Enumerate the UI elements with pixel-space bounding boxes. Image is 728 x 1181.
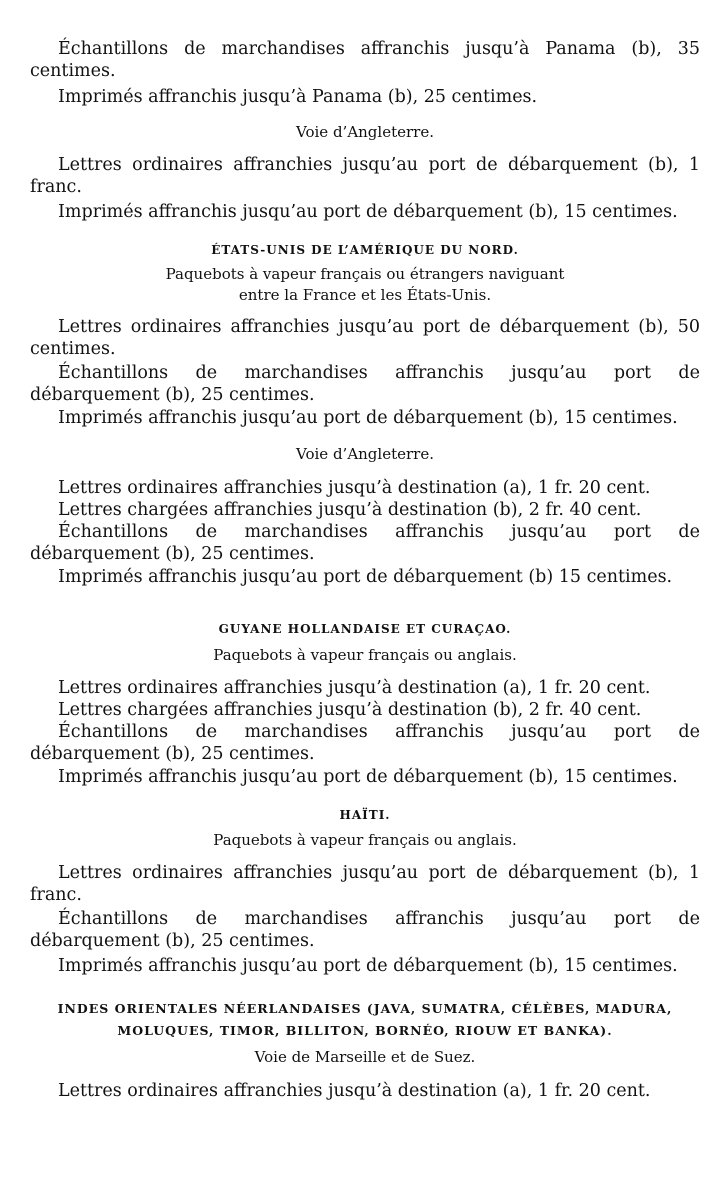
paragraph: Échantillons de marchandises affranchis jusqu’au port de débarquement (b), 25 centimes. — [30, 522, 700, 564]
paragraph: Imprimés affranchis jusqu’à Panama (b), 25 centimes. — [58, 87, 538, 107]
paragraph: Échantillons de marchandises affranchis jusqu’au port de débarquement (b), 25 centimes. — [30, 363, 700, 405]
paragraph: Lettres ordinaires affranchies jusqu’au port de débarquement (b), 1 franc. — [30, 863, 700, 905]
paragraph: Lettres ordinaires affranchies jusqu’au port de débarquement (b), 50 centimes. — [30, 317, 700, 359]
paragraph: Lettres chargées affranchies jusqu’à destination (b), 2 fr. 40 cent. — [58, 700, 642, 720]
paragraph: Échantillons de marchandises affranchis jusqu’au port de débarquement (b), 25 centimes. — [30, 722, 700, 764]
paragraph: Lettres chargées affranchies jusqu’à destination (b), 2 fr. 40 cent. — [58, 500, 642, 520]
paragraph: Imprimés affranchis jusqu’au port de débarquement (b) 15 centimes. — [58, 567, 673, 587]
paragraph: Lettres ordinaires affranchies jusqu’à destination (a), 1 fr. 20 cent. — [58, 678, 651, 698]
paragraph: Lettres ordinaires affranchies jusqu’à destination (a), 1 fr. 20 cent. — [58, 1081, 651, 1101]
section-heading: Voie d’Angleterre. — [296, 445, 434, 463]
paragraph: Lettres ordinaires affranchies jusqu’au port de débarquement (b), 1 franc. — [30, 155, 700, 197]
section-heading: Voie d’Angleterre. — [296, 123, 434, 141]
country-heading: ÉTATS-UNIS DE L’AMÉRIQUE DU NORD. — [211, 243, 519, 257]
section-heading: Voie de Marseille et de Suez. — [254, 1048, 476, 1066]
section-heading: Paquebots à vapeur français ou étrangers naviguant — [165, 265, 565, 283]
paragraph: Imprimés affranchis jusqu’au port de débarquement (b), 15 centimes. — [58, 202, 678, 222]
section-heading: Paquebots à vapeur français ou anglais. — [213, 831, 517, 849]
paragraph: Lettres ordinaires affranchies jusqu’à destination (a), 1 fr. 20 cent. — [58, 478, 651, 498]
country-heading: INDES ORIENTALES NÉERLANDAISES (JAVA, SUMATRA, CÉLÈBES, MADURA, MOLUQUES, TIMOR, BILLITON, BORNÉO, RIOUW ET BANKA). — [57, 1001, 673, 1038]
paragraph: Échantillons de marchandises affranchis jusqu’à Panama (b), 35 centimes. — [30, 39, 700, 81]
section-heading: Paquebots à vapeur français ou anglais. — [213, 646, 517, 664]
paragraph: Imprimés affranchis jusqu’au port de débarquement (b), 15 centimes. — [58, 767, 678, 787]
paragraph: Imprimés affranchis jusqu’au port de débarquement (b), 15 centimes. — [58, 408, 678, 428]
country-heading: GUYANE HOLLANDAISE ET CURAÇAO. — [218, 622, 512, 636]
paragraph: Échantillons de marchandises affranchis jusqu’au port de débarquement (b), 25 centimes. — [30, 909, 700, 951]
country-heading: HAÏTI. — [339, 808, 391, 822]
paragraph: Imprimés affranchis jusqu’au port de débarquement (b), 15 centimes. — [58, 956, 678, 976]
section-heading: entre la France et les États-Unis. — [238, 286, 492, 304]
